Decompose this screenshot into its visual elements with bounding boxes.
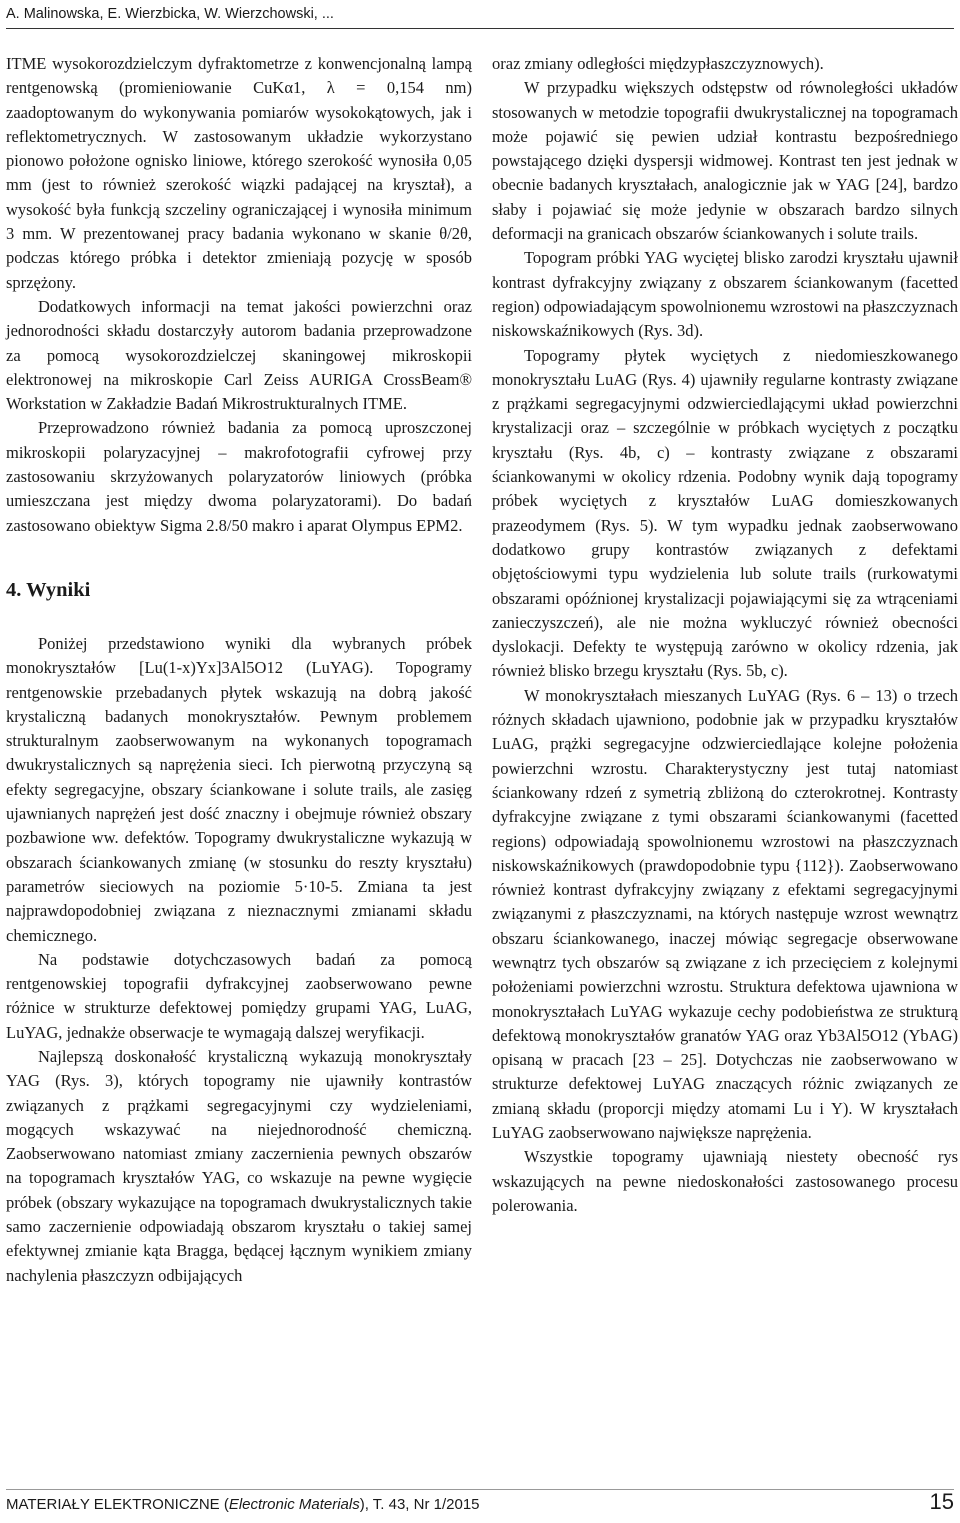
footer-volume: , T. 43, Nr 1/2015 — [364, 1496, 480, 1513]
paragraph-polarization: Przeprowadzono również badania za pomocą uproszczonej mikroskopii polaryzacyjnej – makrofotografii cyfrowej przy zastosowaniu skrzyżowanych polaryzatorów liniowych (próbka umieszczana jest między dwoma polaryzatorami). Do badań zastosowano obiektyw Sigma 2.8/50 makro i aparat Olympus EPM2. — [6, 418, 472, 535]
right-column — [492, 52, 958, 1218]
left-column — [6, 52, 472, 1288]
footer-journal: MATERIAŁY ELEKTRONICZNE — [6, 1496, 220, 1513]
footer-divider — [6, 1489, 954, 1490]
page-number: 15 — [929, 1489, 954, 1514]
section-title: 4. Wyniki — [6, 578, 91, 601]
header-authors: A. Malinowska, E. Wierzbicka, W. Wierzchowski, ... — [6, 6, 334, 22]
paragraph-dispersion: W przypadku większych odstępstw od równoległości układów stosowanych w metodzie topografii dwukrystalicznej na topogramach może pojawić się pewien udział kontrastu bezpośredniego powstającego dzięki dyspersji widmowej. Kontrast ten jest jednak w obecnie badanych kryształach, analogicznie jak w YAG [24], bardzo słaby i pojawiać się może jedynie w obszarach bardzo silnych deformacji na granicach obszarów ściankowanych i solute trails. — [492, 78, 958, 244]
page-footer: MATERIAŁY ELEKTRONICZNE (Electronic Materials), T. 43, Nr 1/2015 15 — [6, 1489, 954, 1514]
paragraph-method: ITME wysokorozdzielczym dyfraktometrze z konwencjonalną lampą rentgenowską (promieniowanie CuKα1, λ = 0,154 nm) zaadoptowanym do wykonywania pomiarów wysokokątowych, jak i reflektometrycznych. W zastosowanym układzie wykorzystano pionowo położone ognisko liniowe, którego szerokość wynosiła 0,05 mm (jest to również szerokość wiązki padającej na kryształ), a wysokość była funkcją szczeliny ograniczającej i wynosiła minimum 3 mm. W prezentowanej pracy badania wykonano w skanie θ/2θ, podczas którego próbka i detektor zmieniają pozycję w sposób sprzężony. — [6, 54, 472, 292]
paragraph-results-differences: Na podstawie dotychczasowych badań za pomocą rentgenowskiej topografii dyfrakcyjnej zaobserwowano pewne różnice w strukturze defektowej pomiędzy grupami YAG, LuAG, LuYAG, jednakże obserwacje te wymagają dalszej weryfikacji. — [6, 949, 472, 1042]
footer-journal-en: Electronic Materials — [228, 1496, 360, 1513]
running-header — [6, 5, 946, 23]
paragraph-results-yag: Najlepszą doskonałość krystaliczną wykazują monokryształy YAG (Rys. 3), których topogramy nie ujawniły kontrastów związanych z prążkami segregacyjnymi czy wydzieleniami, mogących wskazywać na niejednorodność chemiczną. Zaobserwowano natomiast zmiany zaczernienia pewnych obszarów na topogramach kryształów YAG, co wskazuje na pewne wygięcie próbek (obszary wykazujące na topogramach dwukrystalicznych takie samo zaczernienie odpowiadają obszarom kryształu o takiej samej efektywnej zmianie kąta Bragga, będącej łącznym wynikiem zmiany nachylenia płaszczyzn odbijających — [6, 1046, 472, 1285]
paragraph-continuation: oraz zmiany odległości międzypłaszczyznowych). — [492, 54, 824, 73]
paragraph-luag: Topogramy płytek wyciętych z niedomieszkowanego monokryształu LuAG (Rys. 4) ujawniły regularne kontrasty związane z prążkami segregacyjnymi odzwierciedlającymi układ powierzchni krystalizacji oraz – szczególnie w próbkach wyciętych z początku kryształu (Rys. 4b, c) – kontrasty związane z obszarami ściankowanymi w okolicy rdzenia. Podobny wynik dają topogramy próbek wyciętych z kryształów LuAG domieszkowanych prazeodymem (Rys. 5). W tym wypadku jednak zaobserwowano dodatkowo grupy kontrastów związanych z defektami objętościowymi typu wydzielenia lub solute trails (rurkowatymi obszarami opóźnionej krystalizacji pojawiającymi się za wtrąceniami zanieczyszczeń), ale nie można wykluczyć również obecności dyslokacji. Defekty te występują zarówno w okolicy rdzenia, jak również blisko brzegu kryształu (Rys. 5b, c). — [492, 345, 958, 681]
paragraph-luyag: W monokryształach mieszanych LuYAG (Rys. 6 – 13) o trzech różnych składach ujawniono, podobnie jak w przypadku kryształów LuAG, prążki segregacyjne odzwierciedlające kolejne położenia powierzchni wzrostu. Charakterystyczny jest tutaj natomiast ściankowany rdzeń z symetrią zbliżoną do czterokrotnej. Kontrasty dyfrakcyjne związane z tymi obszarami ściankowanymi (facetted regions) odpowiadają spowolnionemu wzrostowi na płaszczyznach niskowskaźnikowych (prawdopodobnie typu {112}). Zaobserwowano również kontrast dyfrakcyjny związany z efektami segregacyjnymi związanymi z płaszczyznami, na których następuje wzrost wewnątrz obszaru ściankowanego, inaczej mówiąc segregacje obserwowane wewnątrz tych obszarów są związane z ich przecięciem z kolejnymi położeniami powierzchni wzrostu. Struktura defektowa ujawniona w monokryształach LuYAG wykazuje cechy podobieństwa ze strukturą defektową monokryształów granatów YAG oraz Yb3Al5O12 (YbAG) opisaną w pracach [23 – 25]. Dotychczas nie zaobserwowano w strukturze defektowej LuYAG znaczących różnic związanych ze zmianą składu (proporcji między atomami Lu i Y). W kryształach LuYAG zaobserwowano największe naprężenia. — [492, 685, 958, 1143]
paragraph-scratches: Wszystkie topogramy ujawniają niestety obecność rys wskazujących na pewne niedoskonałości zastosowanego procesu polerowania. — [492, 1147, 958, 1215]
paragraph-yag-topogram: Topogram próbki YAG wyciętej blisko zarodzi kryształu ujawnił kontrast dyfrakcyjny związany z obszarem ściankowanym (facetted region) odpowiadającym spowolnionemu wzrostowi na płaszczyznach niskowskaźnikowych (Rys. 3d). — [492, 248, 958, 341]
header-divider — [6, 28, 954, 29]
paragraph-sem: Dodatkowych informacji na temat jakości powierzchni oraz jednorodności składu dostarczyły autorom badania przeprowadzone za pomocą wysokorozdzielczej skaningowej mikroskopii elektronowej na mikroskopie Carl Zeiss AURIGA CrossBeam® Workstation w Zakładzie Badań Mikrostrukturalnych ITME. — [6, 296, 472, 414]
paragraph-results-intro: Poniżej przedstawiono wyniki dla wybranych próbek monokryształów [Lu(1-x)Yx]3Al5O12 (LuYAG). Topogramy rentgenowskie przebadanych płytek wskazują na dobrą jakość krystaliczną badanych monokryształów. Pewnym problemem strukturalnym zaobserwowanym na wykonanych topogramach dwukrystalicznych są naprężenia sieci. Ich pierwotną przyczyną są efekty segregacyjne, obszary ściankowane i solute trails, ale zasięg ujawnianych naprężeń jest dość znaczny i obejmuje również obszary pozbawione ww. defektów. Topogramy dwukrystaliczne wykazują w obszarach ściankowanych zmianę (w stosunku do reszty kryształu) parametrów sieciowych na poziomie 5·10-5. Zmiana ta jest najprawdopodobniej związana z nieznacznymi zmianami składu chemicznego. — [6, 633, 472, 945]
